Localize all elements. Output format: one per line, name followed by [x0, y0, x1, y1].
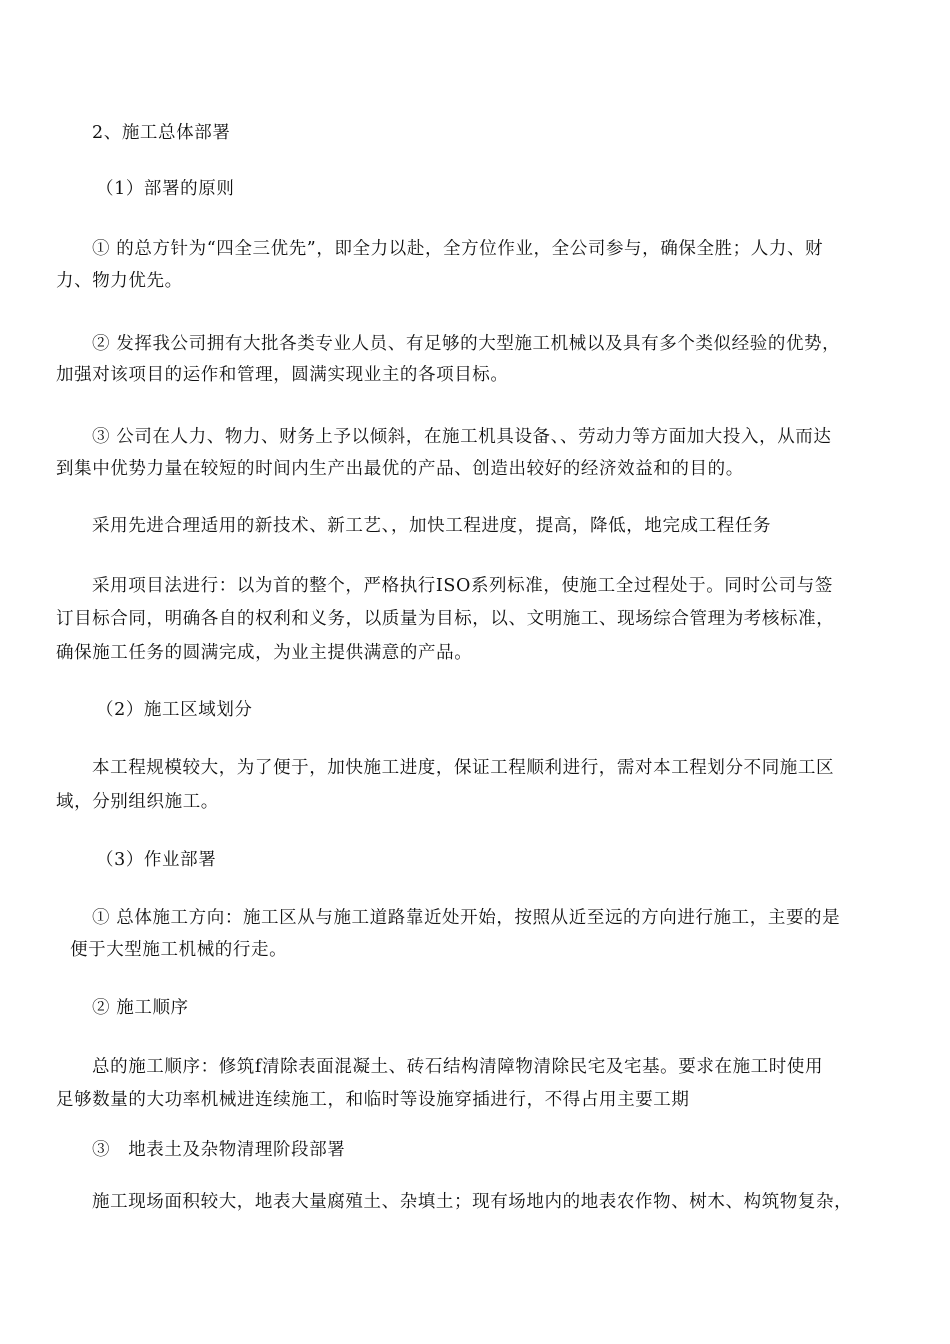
paragraph-line: 加强对该项目的运作和管理，圆满实现业主的各项目标。 [56, 365, 509, 385]
paragraph-line: 采用先进合理适用的新技术、新工艺、，加快工程进度，提高，降低，地完成工程任务 [92, 516, 772, 536]
paragraph-line: ③ 公司在人力、物力、财务上予以倾斜，在施工机具设备、、劳动力等方面加大投入，从而达 [92, 427, 832, 447]
subsection-title-principles: （1）部署的原则 [96, 179, 235, 199]
paragraph-line: 采用项目法进行：以为首的整个，严格执行ISO系列标准，使施工全过程处于。同时公司与签 [92, 576, 833, 596]
section-heading: 2、施工总体部署 [92, 123, 231, 143]
paragraph-line: 总的施工顺序：修筑f清除表面混凝土、砖石结构清障物清除民宅及宅基。要求在施工时使用 [92, 1057, 824, 1077]
paragraph-line: 本工程规模较大，为了便于，加快施工进度，保证工程顺利进行，需对本工程划分不同施工区 [92, 758, 835, 778]
paragraph-line: 到集中优势力量在较短的时间内生产出最优的产品、创造出较好的经济效益和的目的。 [56, 459, 744, 479]
paragraph-line: ② 发挥我公司拥有大批各类专业人员、有足够的大型施工机械以及具有多个类似经验的优势， [92, 334, 841, 354]
paragraph-line: ② 施工顺序 [92, 998, 189, 1018]
paragraph-line: ① 总体施工方向：施工区从与施工道路靠近处开始，按照从近至远的方向进行施工，主要的是 [92, 908, 841, 928]
paragraph-line: 力、物力优先。 [56, 271, 183, 291]
paragraph-line: ③ 地表土及杂物清理阶段部署 [92, 1140, 346, 1160]
subsection-title-operations: （3）作业部署 [96, 850, 217, 870]
paragraph-line: 施工现场面积较大，地表大量腐殖土、杂填土；现有场地内的地表农作物、树木、构筑物复杂， [92, 1192, 853, 1212]
paragraph-line: 便于大型施工机械的行走。 [70, 940, 288, 960]
paragraph-line: ① 的总方针为“四全三优先”，即全力以赴，全方位作业，全公司参与，确保全胜；人力、财 [92, 239, 824, 259]
paragraph-line: 订目标合同，明确各自的权利和义务，以质量为目标，以、文明施工、现场综合管理为考核标准， [56, 609, 835, 629]
paragraph-line: 确保施工任务的圆满完成，为业主提供满意的产品。 [56, 643, 473, 663]
subsection-title-zones: （2）施工区域划分 [96, 700, 253, 720]
paragraph-line: 足够数量的大功率机械进连续施工，和临时等设施穿插进行，不得占用主要工期 [56, 1090, 690, 1110]
paragraph-line: 域，分别组织施工。 [56, 792, 219, 812]
